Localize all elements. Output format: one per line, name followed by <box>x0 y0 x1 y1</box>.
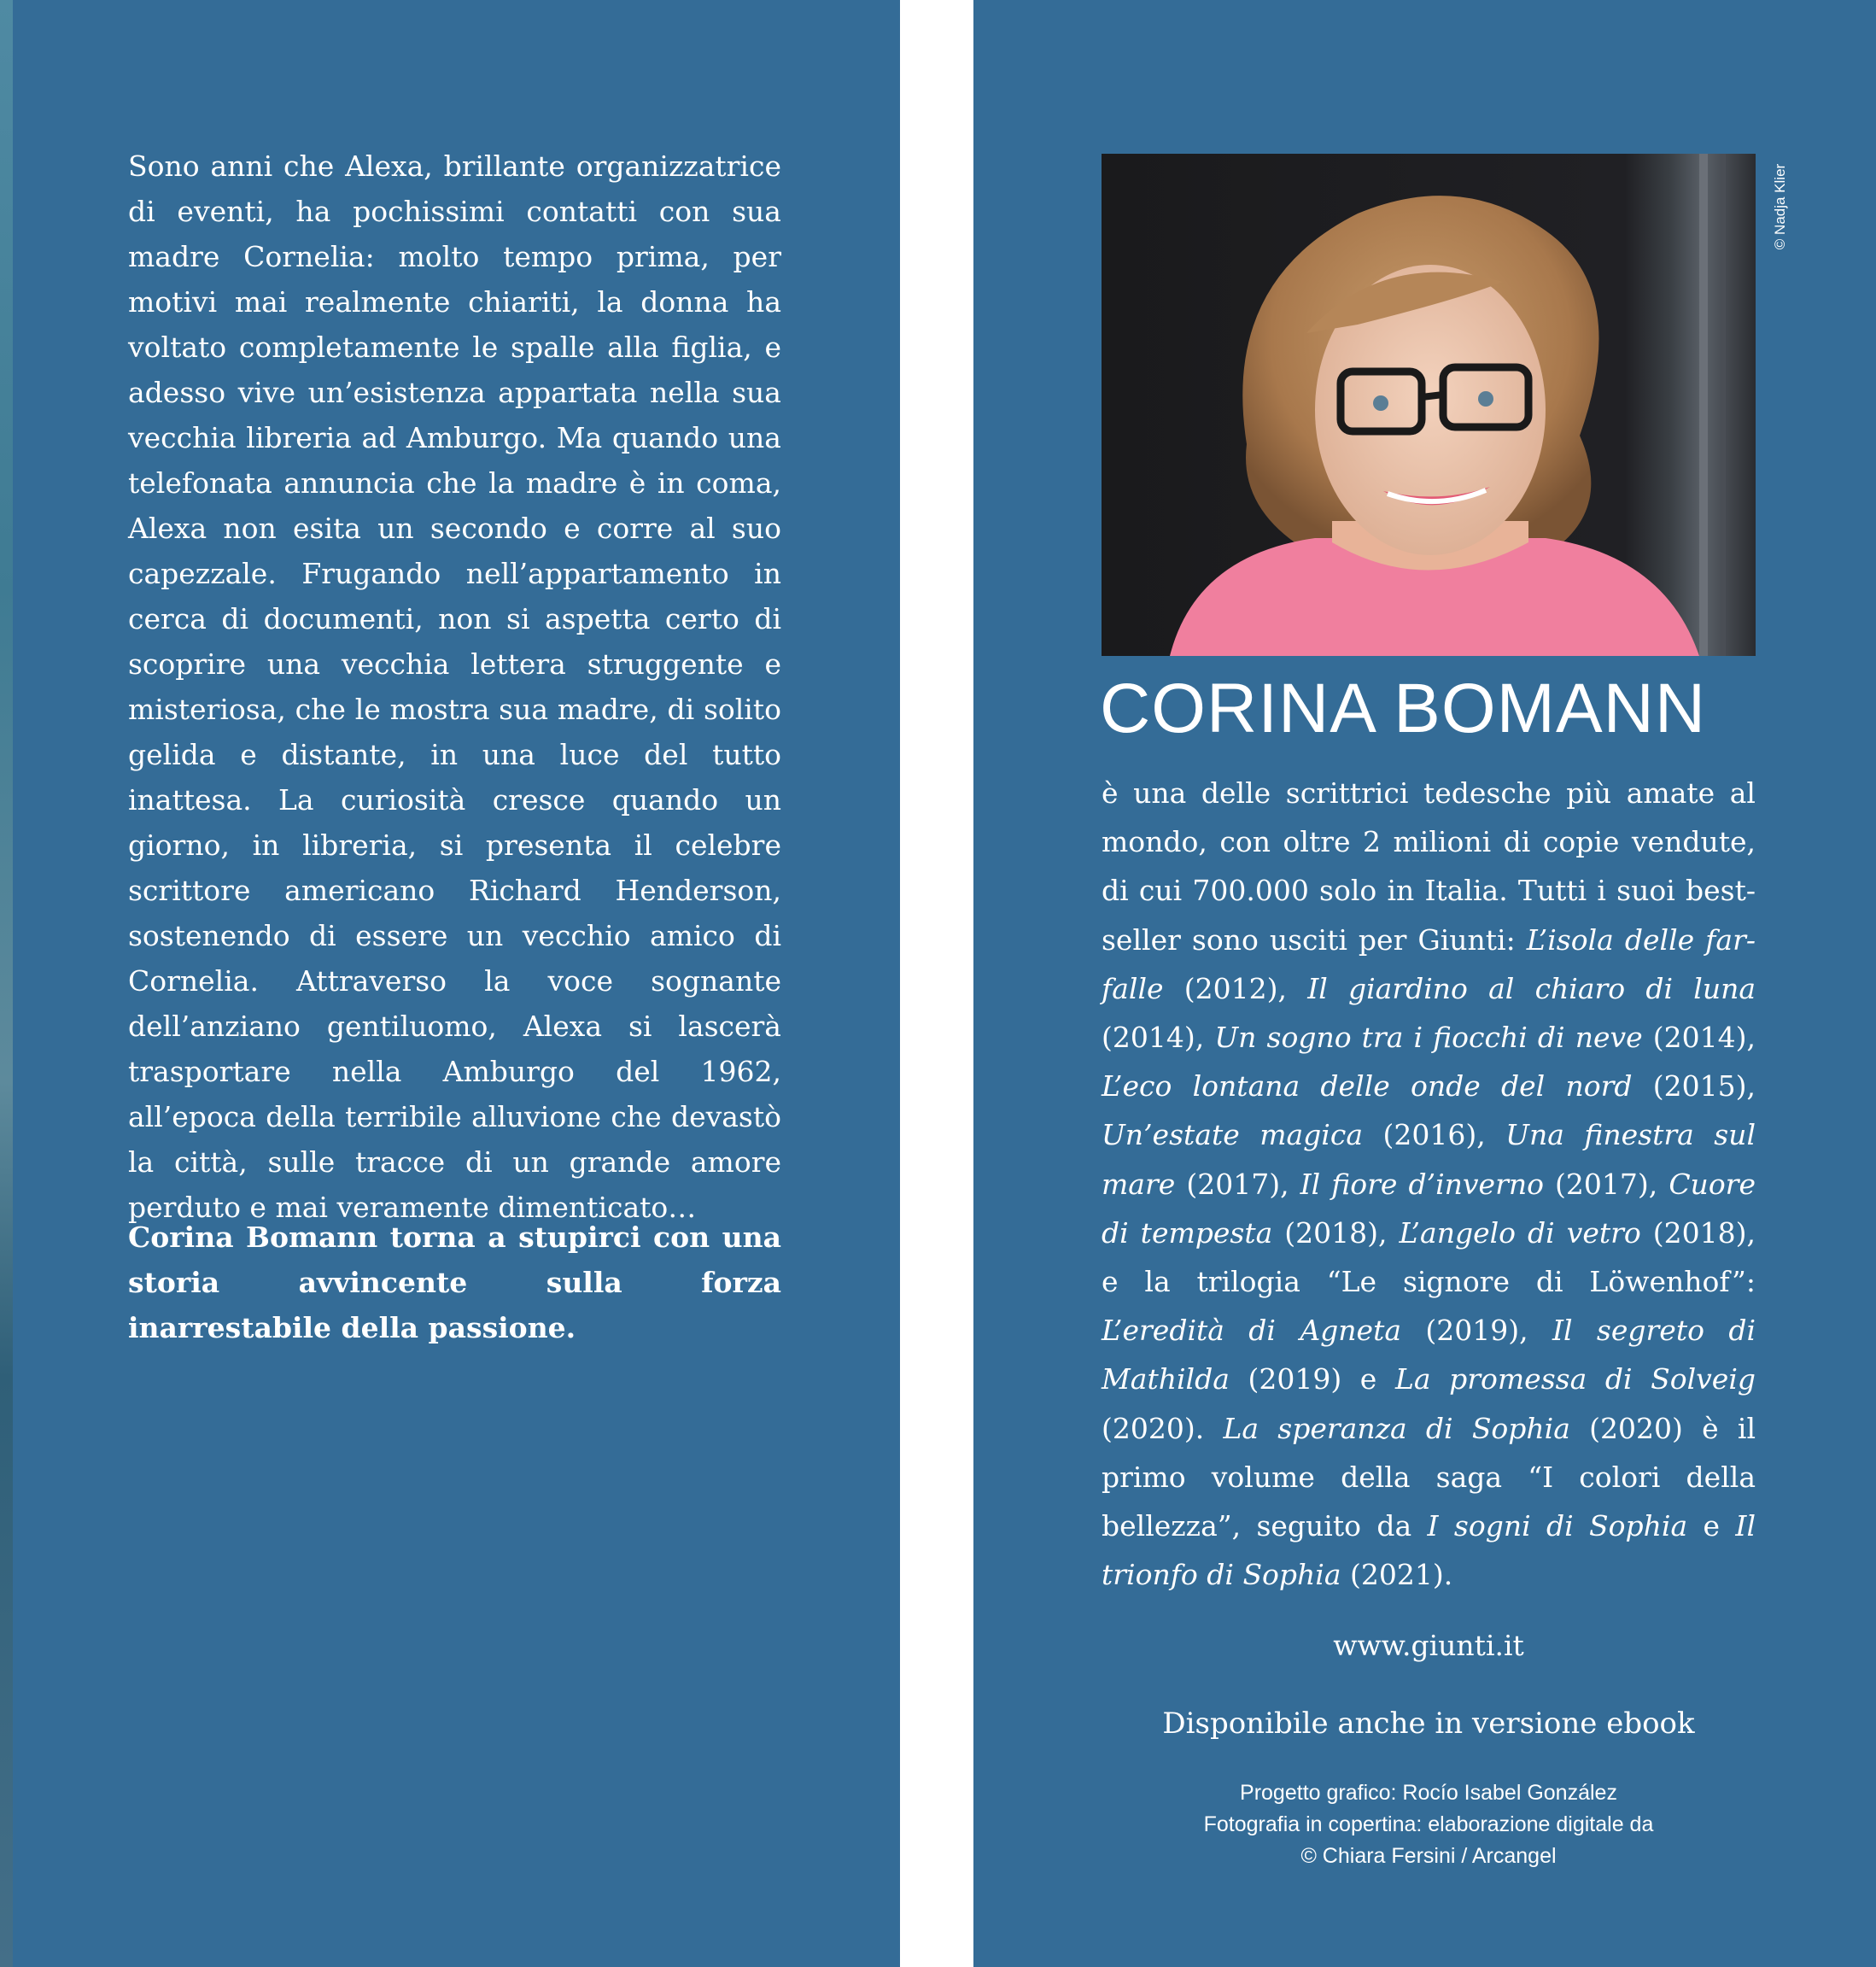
book-title: L’angelo di vetro <box>1399 1215 1641 1250</box>
left-flap <box>13 0 900 1967</box>
author-portrait-illustration <box>1102 154 1756 656</box>
bio-text: (2021). <box>1341 1558 1453 1592</box>
book-title: Una finestra sul mare <box>1102 1118 1756 1201</box>
bio-text: (2019), <box>1401 1314 1552 1348</box>
cover-edge-strip <box>0 0 13 1967</box>
book-title: La promessa di Solveig <box>1394 1362 1756 1396</box>
bio-text: (2019) e <box>1229 1362 1395 1396</box>
book-title: I sogni di Sophia <box>1427 1509 1688 1543</box>
bio-text: (2012), <box>1163 971 1308 1005</box>
bio-text: è una delle scrittrici tedesche più amate al mondo, con oltre 2 milioni di copie vendute, di cui 700.000 solo in Italia. Tutti i suoi bestseller sono usciti per Giunti: <box>1102 776 1756 957</box>
book-title: L’eredità di Agneta <box>1102 1314 1402 1348</box>
bio-text: (2020) è il primo volume della saga “I colori della bellezza”, seguito da <box>1102 1411 1756 1543</box>
book-title: Il giardino al chiaro di luna <box>1307 971 1756 1005</box>
ebook-availability-note: Disponibile anche in versione ebook <box>1162 1706 1695 1741</box>
photo-credit: © Nadja Klier <box>1772 163 1788 250</box>
tagline-text: Corina Bomann torna a stupirci con una storia avvincente sulla forza inarrestabile della passione. <box>128 1221 781 1344</box>
right-flap <box>973 0 1876 1967</box>
book-title: Un sogno tra i fiocchi di neve <box>1214 1021 1643 1055</box>
colophon-line: © Chiara Fersini / Arcangel <box>1300 1844 1557 1868</box>
bio-text: (2016), <box>1363 1118 1506 1152</box>
book-title: L’isola delle farfalle <box>1102 922 1756 1005</box>
book-title: Il trionfo di Sophia <box>1102 1509 1756 1592</box>
synopsis-text: Sono anni che Alexa, brillante organizzatrice di eventi, ha pochissimi contatti con sua madre Cornelia: molto tempo prima, per motivi mai realmente chiariti, la donna ha voltato completamente le spalle alla figlia, e adesso vive un’esistenza appartata nella sua vecchia libreria ad Amburgo. Ma quando una telefonata annuncia che la madre è in coma, Alexa non esita un secondo e corre al suo capezzale. Frugando nell’appartamento in cerca di documenti, non si aspetta certo di scoprire una vecchia lettera struggente e misteriosa, che le mostra sua madre, di solito gelida e distante, in una luce del tutto inattesa. La curiosità cresce quando un giorno, in libreria, si presenta il celebre scrittore americano Richard Henderson, sostenendo di essere un vecchio amico di Cornelia. Attraverso la voce sognante dell’anziano gentiluomo, Alexa si lascerà trasportare nella Amburgo del 1962, all’epoca della terribile alluvione che devastò la città, sulle tracce di un grande amore perduto e mai veramente dimenticato… <box>128 149 781 1224</box>
bio-text: (2017), <box>1543 1167 1669 1201</box>
colophon <box>1102 1777 1756 1872</box>
publisher-website: www.giunti.it <box>1333 1629 1524 1662</box>
author-name: CORINA BOMANN <box>1100 670 1707 747</box>
book-title: Il fiore d’inverno <box>1300 1167 1544 1201</box>
book-title: L’eco lontana delle onde del nord <box>1102 1069 1633 1104</box>
book-title: Cuore di tempesta <box>1102 1167 1756 1250</box>
bio-text: (2018), e la trilogia “Le signore di Löwenhof”: <box>1102 1215 1756 1299</box>
bio-text: (2018), <box>1272 1215 1400 1250</box>
colophon-line: Fotografia in copertina: elaborazione digitale da <box>1203 1812 1654 1836</box>
bio-text: (2017), <box>1175 1167 1300 1201</box>
bio-text: (2020). <box>1102 1411 1224 1445</box>
author-photo <box>1102 154 1756 656</box>
bio-text: (2014), <box>1642 1021 1756 1055</box>
colophon-line: Progetto grafico: Rocío Isabel González <box>1240 1781 1617 1805</box>
book-title: Il segreto di Mathilda <box>1102 1314 1756 1396</box>
bio-text: e <box>1687 1509 1736 1543</box>
bio-text: (2015), <box>1632 1069 1756 1104</box>
bio-text: (2014), <box>1102 1021 1215 1055</box>
book-title: La speranza di Sophia <box>1223 1411 1570 1445</box>
book-title: Un’estate magica <box>1102 1118 1364 1152</box>
author-bio <box>1102 769 1756 1599</box>
